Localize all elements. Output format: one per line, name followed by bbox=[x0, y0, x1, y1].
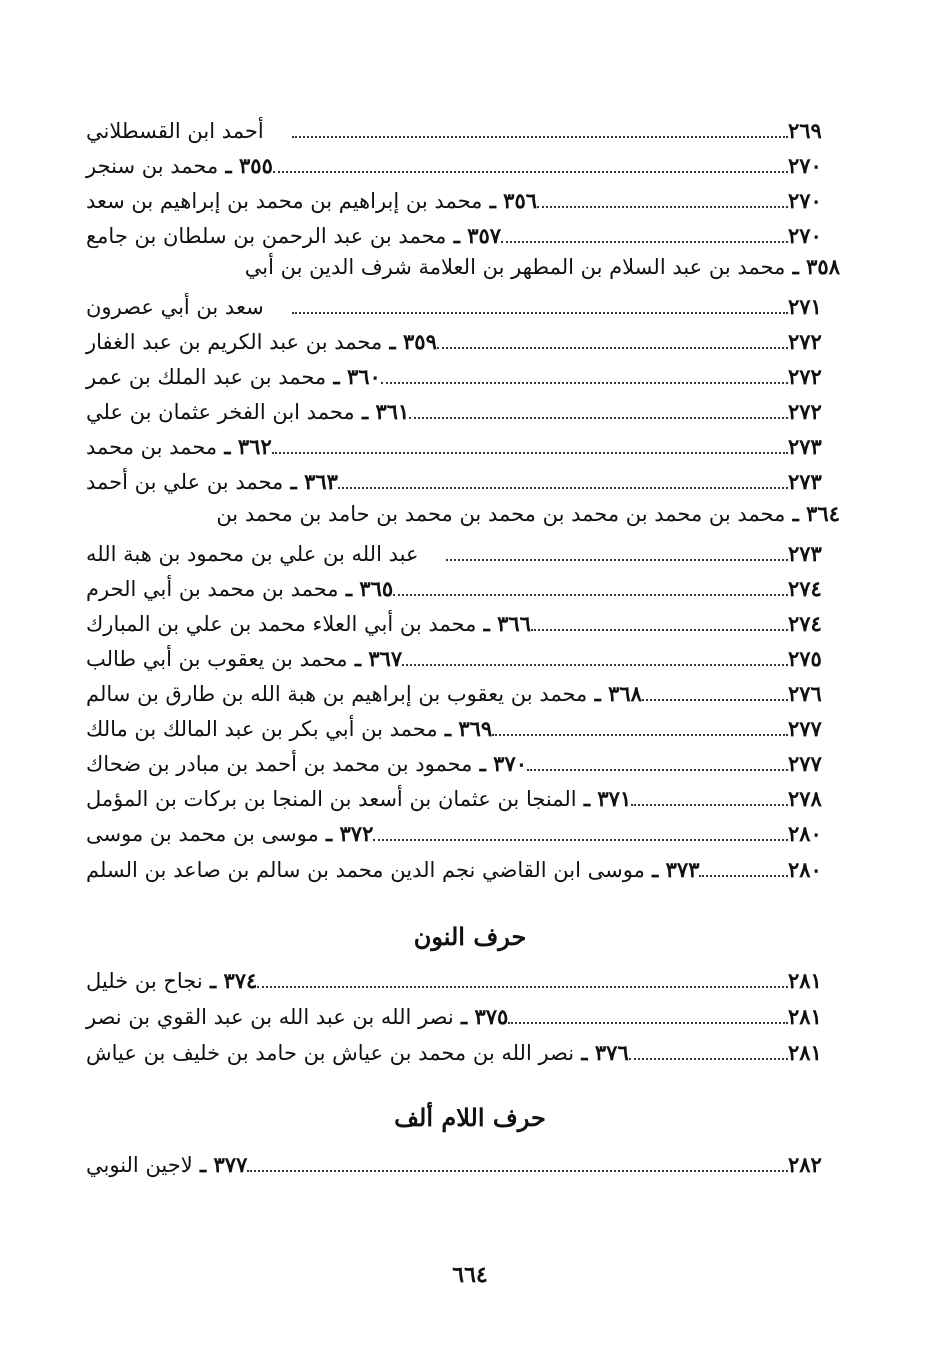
toc-entry-number: ٣٦٣ bbox=[304, 469, 338, 494]
dot-leader bbox=[409, 417, 788, 419]
toc-entry-name: محمد بن يعقوب بن إبراهيم بن هبة الله بن طارق بن سالم bbox=[86, 682, 588, 706]
toc-entry-title: ٣٧٣ ـ موسى ابن القاضي نجم الدين محمد بن سالم بن صاعد بن السلم bbox=[86, 857, 700, 882]
toc-entry bbox=[80, 147, 840, 181]
toc-entry bbox=[80, 217, 840, 251]
toc-entry-name: عبد الله بن علي بن محمود بن هبة الله bbox=[86, 542, 419, 566]
toc-entry-title: ٣٦٦ ـ محمد بن أبي العلاء محمد بن علي بن المبارك bbox=[86, 611, 531, 636]
toc-entry-title: ٣٧٧ ـ لاجين النوبي bbox=[86, 1152, 248, 1177]
toc-entry bbox=[80, 998, 840, 1032]
toc-entry-name: محمد بن عبد الملك بن عمر bbox=[86, 365, 327, 389]
toc-entry bbox=[80, 182, 840, 216]
dot-leader bbox=[292, 312, 788, 314]
toc-entry-name: نصر الله بن عبد الله بن عبد القوي بن نصر bbox=[86, 1005, 454, 1029]
toc-entry-title: ٣٦٣ ـ محمد بن علي بن أحمد bbox=[86, 469, 338, 494]
toc-entry-title: ٣٧٥ ـ نصر الله بن عبد الله بن عبد القوي بن نصر bbox=[86, 1004, 509, 1029]
toc-entry-number: ٣٦٢ bbox=[237, 434, 272, 459]
section-heading: حرف اللام ألف bbox=[394, 1103, 546, 1132]
dot-leader bbox=[373, 839, 788, 841]
toc-entry-number: ٣٧٤ bbox=[223, 968, 258, 993]
toc-entry-number: ٣٧٥ bbox=[474, 1004, 509, 1029]
toc-entry-title: ٣٦٢ ـ محمد بن محمد bbox=[86, 434, 272, 459]
toc-entry-number: ٣٧٠ bbox=[493, 751, 528, 776]
toc-entry bbox=[80, 780, 840, 814]
toc-entry-page: ٢٧٣ bbox=[788, 434, 822, 459]
toc-entry-page: ٢٧٣ bbox=[788, 469, 822, 494]
toc-entry-title: ٣٥٧ ـ محمد بن عبد الرحمن بن سلطان بن جامع bbox=[86, 223, 502, 248]
toc-entry-name: محمد بن محمد bbox=[86, 435, 218, 459]
toc-entry-number: ٣٥٥ bbox=[239, 153, 273, 178]
dot-leader bbox=[272, 452, 788, 454]
toc-entry bbox=[80, 640, 840, 674]
toc-entry-number: ٣٦٨ bbox=[608, 681, 642, 706]
toc-entry-name: محمد بن أبي العلاء محمد بن علي بن المبارك bbox=[86, 612, 477, 636]
toc-entry-title: ٣٦١ ـ محمد ابن الفخر عثمان بن علي bbox=[86, 399, 410, 424]
toc-entry-name: أحمد ابن القسطلاني bbox=[86, 119, 264, 143]
toc-entry-name: محمد بن محمد بن أبي الحرم bbox=[86, 577, 339, 601]
toc-entry bbox=[80, 358, 840, 392]
toc-entry bbox=[80, 962, 840, 996]
dot-leader bbox=[527, 769, 788, 771]
toc-entry bbox=[80, 393, 840, 427]
toc-entry-title: ٣٦٩ ـ محمد بن أبي بكر بن عبد المالك بن مالك bbox=[86, 716, 493, 741]
toc-entry bbox=[80, 851, 840, 885]
toc-entry-number: ٣٦٤ bbox=[806, 501, 840, 526]
toc-entry-wrapped-first-line bbox=[80, 499, 840, 533]
toc-entry-name: نصر الله بن محمد بن عياش بن حامد بن خليف بن عياش bbox=[86, 1041, 575, 1065]
toc-entry-number: ٣٧١ bbox=[597, 786, 632, 811]
toc-entry-title: ٣٧٠ ـ محمود بن محمد بن أحمد بن مبادر بن ضحاك bbox=[86, 751, 528, 776]
toc-entry-title: ٣٧٢ ـ موسى بن محمد بن موسى bbox=[86, 821, 374, 846]
toc-entry-page: ٢٧٨ bbox=[788, 786, 822, 811]
toc-entry bbox=[80, 710, 840, 744]
toc-entry-title: ٣٦٨ ـ محمد بن يعقوب بن إبراهيم بن هبة الله بن طارق بن سالم bbox=[86, 681, 642, 706]
toc-entry-name: محمد بن إبراهيم بن محمد بن إبراهيم بن سعد bbox=[86, 189, 483, 213]
toc-entry-page: ٢٧٠ bbox=[788, 223, 822, 248]
toc-entry bbox=[80, 1146, 840, 1180]
toc-entry-number: ٣٥٧ bbox=[467, 223, 502, 248]
toc-entry bbox=[80, 570, 840, 604]
dot-leader bbox=[393, 594, 788, 596]
toc-entry-page: ٢٧٧ bbox=[788, 751, 822, 776]
toc-entry-number: ٣٥٨ bbox=[806, 254, 840, 279]
toc-entry-title: ٣٦٥ ـ محمد بن محمد بن أبي الحرم bbox=[86, 576, 394, 601]
toc-entry-page: ٢٨١ bbox=[788, 968, 822, 993]
dot-leader bbox=[508, 1022, 788, 1024]
toc-entry-page: ٢٧٤ bbox=[788, 576, 822, 601]
toc-entry-name: محمد بن عبد الكريم بن عبد الغفار bbox=[86, 330, 383, 354]
toc-entry-number: ٣٦٠ bbox=[346, 364, 381, 389]
toc-entry bbox=[80, 323, 840, 357]
dot-leader bbox=[437, 347, 788, 349]
toc-entry-page: ٢٨٠ bbox=[788, 821, 822, 846]
toc-entry-number: ٣٦٦ bbox=[497, 611, 531, 636]
toc-entry-name: محمد ابن الفخر عثمان بن علي bbox=[86, 400, 355, 424]
dot-leader bbox=[629, 1058, 788, 1060]
toc-entry-page: ٢٧٥ bbox=[788, 646, 822, 671]
toc-entry-number: ٣٧٦ bbox=[594, 1040, 629, 1065]
toc-entry-number: ٣٦٩ bbox=[458, 716, 493, 741]
toc-entry-page: ٢٧٠ bbox=[788, 188, 822, 213]
dot-leader bbox=[631, 804, 788, 806]
toc-entry-title: ٣٦٠ ـ محمد بن عبد الملك بن عمر bbox=[86, 364, 381, 389]
toc-entry-page: ٢٨٢ bbox=[788, 1152, 822, 1177]
toc-entry bbox=[80, 288, 840, 322]
dot-leader bbox=[381, 382, 788, 384]
dot-leader bbox=[247, 1170, 788, 1172]
toc-entry bbox=[80, 428, 840, 462]
toc-entry-number: ٣٦١ bbox=[375, 399, 410, 424]
toc-entry-name: محمد بن يعقوب بن أبي طالب bbox=[86, 647, 348, 671]
toc-entry-title: ٣٥٥ ـ محمد بن سنجر bbox=[86, 153, 273, 178]
toc-entry-number: ٣٧٧ bbox=[213, 1152, 248, 1177]
toc-entry bbox=[80, 815, 840, 849]
toc-entry-name: محمد بن سنجر bbox=[86, 154, 219, 178]
toc-entry-title bbox=[80, 292, 292, 322]
toc-entry-title: ٣٥٨ ـ محمد بن عبد السلام بن المطهر بن العلامة شرف الدين بن أبي bbox=[244, 254, 840, 279]
toc-entry-title: ٣٥٩ ـ محمد بن عبد الكريم بن عبد الغفار bbox=[86, 329, 437, 354]
dot-leader bbox=[446, 559, 788, 561]
toc-entry-name: لاجين النوبي bbox=[86, 1153, 193, 1177]
toc-entry bbox=[80, 463, 840, 497]
dot-leader bbox=[501, 241, 788, 243]
toc-entry-page: ٢٧٢ bbox=[788, 329, 822, 354]
dot-leader bbox=[257, 986, 788, 988]
toc-entry-wrapped-first-line bbox=[80, 252, 840, 286]
toc-entry-name: موسى ابن القاضي نجم الدين محمد بن سالم بن صاعد بن السلم bbox=[86, 858, 645, 882]
toc-entry-page: ٢٧٧ bbox=[788, 716, 822, 741]
section-heading: حرف النون bbox=[413, 922, 527, 951]
toc-entry-name: سعد بن أبي عصرون bbox=[86, 295, 264, 319]
dot-leader bbox=[338, 487, 788, 489]
toc-entry-title: ٣٥٦ ـ محمد بن إبراهيم بن محمد بن إبراهيم بن سعد bbox=[86, 188, 538, 213]
toc-entry-page: ٢٦٩ bbox=[788, 118, 822, 143]
toc-entry-page: ٢٧٣ bbox=[788, 541, 822, 566]
toc-entry bbox=[80, 745, 840, 779]
page-number: ٦٦٤ bbox=[452, 1262, 488, 1288]
toc-entry-page: ٢٨٠ bbox=[788, 857, 822, 882]
toc-entry bbox=[80, 1034, 840, 1068]
toc-entry-name: موسى بن محمد بن موسى bbox=[86, 822, 319, 846]
dot-leader bbox=[642, 699, 788, 701]
toc-entry-name: المنجا بن عثمان بن أسعد بن المنجا بن بركات بن المؤمل bbox=[86, 787, 577, 811]
dot-leader bbox=[537, 206, 788, 208]
toc-entry-page: ٢٧٤ bbox=[788, 611, 822, 636]
toc-entry-number: ٣٧٢ bbox=[339, 821, 374, 846]
toc-entry-name: محمود بن محمد بن أحمد بن مبادر بن ضحاك bbox=[86, 752, 473, 776]
dot-leader bbox=[292, 136, 788, 138]
toc-entry-page: ٢٧٦ bbox=[788, 681, 822, 706]
toc-entry-page: ٢٧١ bbox=[788, 294, 822, 319]
toc-entry-title: ٣٧٦ ـ نصر الله بن محمد بن عياش بن حامد بن خليف بن عياش bbox=[86, 1040, 629, 1065]
dot-leader bbox=[402, 664, 788, 666]
toc-entry bbox=[80, 675, 840, 709]
toc-entry-page: ٢٨١ bbox=[788, 1004, 822, 1029]
toc-entry bbox=[80, 605, 840, 639]
toc-entry-number: ٣٧٣ bbox=[665, 857, 700, 882]
toc-entry bbox=[80, 112, 840, 146]
toc-entry-page: ٢٧٢ bbox=[788, 399, 822, 424]
toc-entry-name: محمد بن محمد بن محمد بن محمد بن محمد بن حامد بن محمد بن bbox=[216, 502, 786, 526]
dot-leader bbox=[273, 171, 788, 173]
toc-entry-number: ٣٦٧ bbox=[368, 646, 403, 671]
toc-entry-title bbox=[80, 116, 292, 146]
toc-entry-title: ٣٧١ ـ المنجا بن عثمان بن أسعد بن المنجا بن بركات بن المؤمل bbox=[86, 786, 632, 811]
toc-entry-title: ٣٦٤ ـ محمد بن محمد بن محمد بن محمد بن محمد بن حامد بن محمد بن bbox=[216, 501, 840, 526]
toc-entry-name: نجاح بن خليل bbox=[86, 969, 203, 993]
dot-leader bbox=[492, 734, 788, 736]
toc-entry-page: ٢٨١ bbox=[788, 1040, 822, 1065]
toc-entry-title: ٣٧٤ ـ نجاح بن خليل bbox=[86, 968, 258, 993]
toc-entry-title bbox=[80, 539, 446, 569]
toc-entry-number: ٣٦٥ bbox=[359, 576, 394, 601]
toc-entry-name: محمد بن عبد الرحمن بن سلطان بن جامع bbox=[86, 224, 447, 248]
toc-entry-number: ٣٥٦ bbox=[503, 188, 538, 213]
toc-entry-name: محمد بن أبي بكر بن عبد المالك بن مالك bbox=[86, 717, 438, 741]
toc-entry-page: ٢٧٠ bbox=[788, 153, 822, 178]
toc-entry-page: ٢٧٢ bbox=[788, 364, 822, 389]
toc-entry-title: ٣٦٧ ـ محمد بن يعقوب بن أبي طالب bbox=[86, 646, 403, 671]
toc-entry-name: محمد بن عبد السلام بن المطهر بن العلامة شرف الدين بن أبي bbox=[244, 255, 786, 279]
dot-leader bbox=[699, 875, 788, 877]
toc-entry-name: محمد بن علي بن أحمد bbox=[86, 470, 284, 494]
toc-entry-number: ٣٥٩ bbox=[403, 329, 437, 354]
toc-entry bbox=[80, 535, 840, 569]
dot-leader bbox=[531, 629, 788, 631]
